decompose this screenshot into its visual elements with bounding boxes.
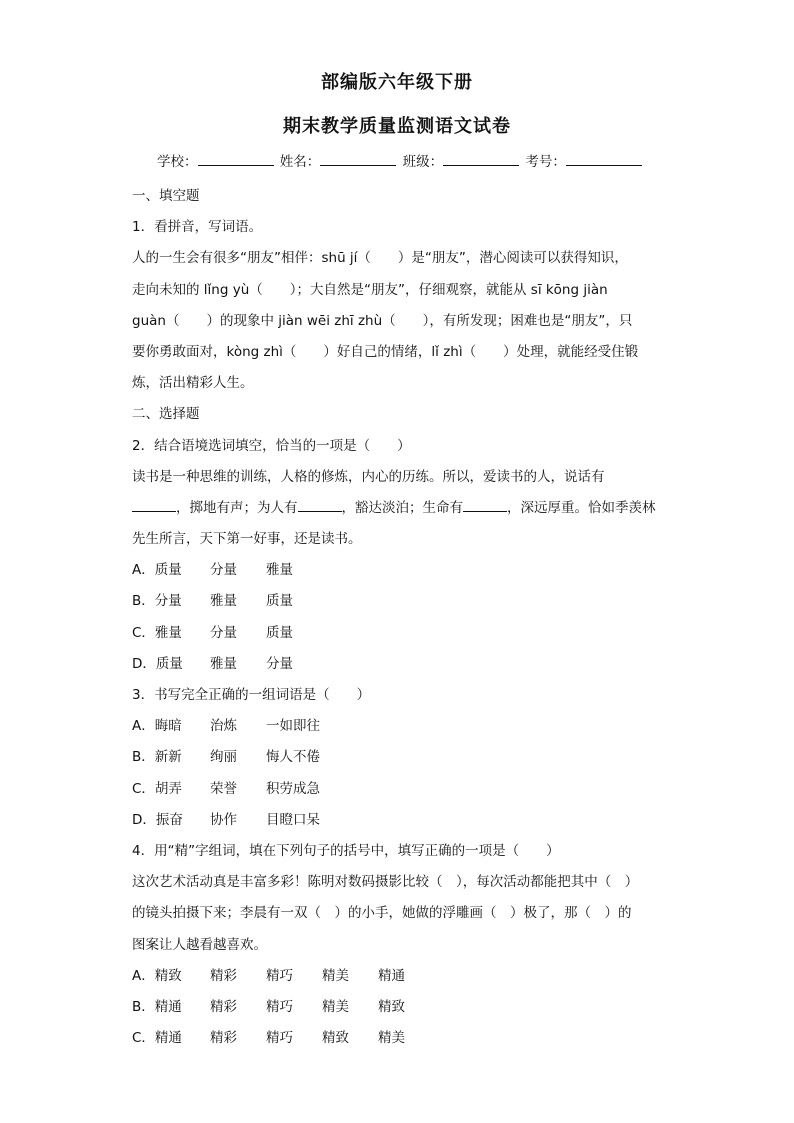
- question-4-line: 图案让人越看越喜欢。: [132, 936, 267, 953]
- question-2-option-d: D．质量 雅量 分量: [132, 655, 293, 672]
- question-2-line: [132, 493, 672, 524]
- section-heading-fill: 一、填空题: [132, 188, 200, 204]
- question-1-line: 走向未知的 lǐng yù（ ）；大自然是“朋友”，仔细观察，就能从 sī kōng jiàn: [132, 281, 608, 298]
- section-heading-choice: 二、选择题: [132, 406, 200, 423]
- answer-blank: [463, 497, 507, 512]
- question-4-option-a: A．精致 精彩 精巧 精美 精通: [132, 967, 405, 984]
- question-1-stem: 1．看拼音，写词语。: [132, 219, 263, 236]
- question-2-option-c: C．雅量 分量 质量: [132, 624, 293, 641]
- answer-blank: [298, 497, 342, 512]
- question-1-line: 炼，活出精彩人生。: [132, 375, 254, 392]
- question-2-option-a: A．质量 分量 雅量: [132, 562, 293, 579]
- question-3-option-b: B．新新 绚丽 悔人不倦: [132, 749, 320, 766]
- question-2-line: 读书是一种思维的训练，人格的修炼，内心的历练。所以，爱读书的人，说话有: [132, 468, 605, 485]
- question-3-option-a: A．晦暗 治炼 一如即往: [132, 718, 320, 735]
- question-4-option-b: B．精通 精彩 精巧 精美 精致: [132, 998, 405, 1015]
- question-1-line: guàn（ ）的现象中 jiàn wēi zhī zhù（ ），有所发现；困难也是“朋友”，只: [132, 312, 633, 329]
- answer-blank: [132, 497, 176, 512]
- question-2-fragment: ，豁达淡泊；生命有: [341, 499, 463, 516]
- name-blank: [320, 151, 396, 166]
- name-label: 姓名：: [279, 154, 321, 170]
- question-2-stem: 2．结合语境选词填空，恰当的一项是（ ）: [132, 437, 411, 454]
- exam-body: [132, 181, 672, 1054]
- school-label: 学校：: [157, 154, 198, 170]
- question-2-option-b: B．分量 雅量 质量: [132, 593, 293, 610]
- school-blank: [198, 151, 274, 166]
- question-3-option-c: C．胡弄 荣誉 积劳成急: [132, 780, 320, 797]
- question-2-line: 先生所言，天下第一好事，还是读书。: [132, 531, 362, 548]
- question-4-option-c: C．精通 精彩 精巧 精致 精美: [132, 1030, 405, 1047]
- class-blank: [443, 151, 519, 166]
- question-2-fragment: ，深远厚重。恰如季羡林: [507, 499, 656, 516]
- question-4-stem: 4．用“精”字组词，填在下列句子的括号中，填写正确的一项是（ ）: [132, 842, 560, 859]
- question-1-line: 要你勇敢面对，kòng zhì（ ）好自己的情绪，lǐ zhì（ ）处理，就能经受住锻: [132, 343, 639, 360]
- question-4-line: 的镜头拍摄下来；李晨有一双（ ）的小手，她做的浮雕画（ ）极了，那（ ）的: [132, 905, 632, 922]
- question-3-option-d: D．振奋 协作 目瞪口呆: [132, 811, 320, 828]
- exam-number-label: 考号：: [525, 154, 566, 170]
- page-subtitle: 期末教学质量监测语文试卷: [283, 116, 511, 137]
- question-2-fragment: ，掷地有声；为人有: [176, 499, 298, 516]
- class-label: 班级：: [402, 154, 444, 170]
- page-title: 部编版六年级下册: [321, 72, 473, 93]
- exam-number-blank: [566, 151, 642, 166]
- question-1-line: 人的一生会有很多“朋友”相伴：shū jí（ ）是“朋友”，潜心阅读可以获得知识，: [132, 250, 628, 267]
- question-3-stem: 3．书写完全正确的一组词语是（ ）: [132, 687, 371, 703]
- student-info-line: [157, 150, 644, 170]
- question-4-line: 这次艺术活动真是丰富多彩！陈明对数码摄影比较（ ），每次活动都能把其中（ ）: [132, 874, 639, 891]
